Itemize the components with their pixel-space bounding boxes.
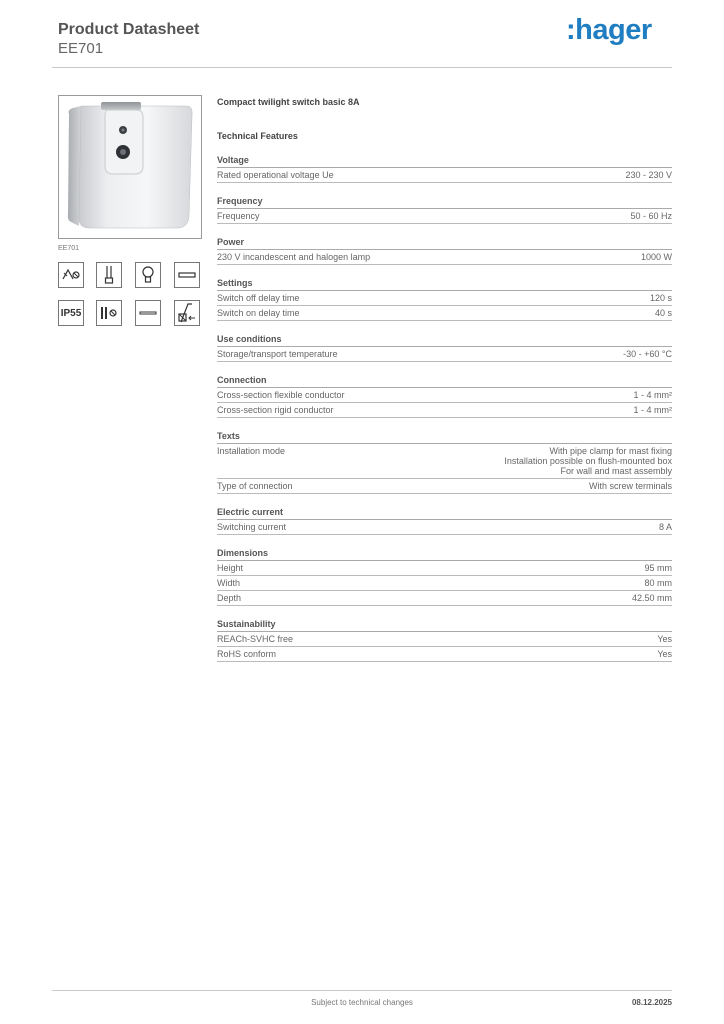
spec-section — [217, 196, 672, 224]
section-title: Settings — [217, 278, 672, 291]
product-image — [58, 95, 202, 239]
spec-row — [217, 444, 672, 479]
spec-label: Height — [217, 563, 244, 573]
spec-label: Frequency — [217, 211, 260, 221]
spec-label: Storage/transport temperature — [217, 349, 338, 359]
spec-label: Width — [217, 578, 241, 588]
spec-value: 50 - 60 Hz — [630, 211, 672, 221]
fluorescent-lamp-icon — [96, 262, 122, 288]
spec-value: 8 A — [658, 522, 672, 532]
spec-row — [217, 561, 672, 576]
spec-value: -30 - +60 °C — [623, 349, 672, 359]
spec-label: 230 V incandescent and halogen lamp — [217, 252, 371, 262]
features-heading: Technical Features — [217, 131, 298, 141]
spec-row — [217, 209, 672, 224]
section-title: Texts — [217, 431, 672, 444]
spec-section — [217, 375, 672, 418]
spec-row — [217, 403, 672, 418]
spec-value-line: With pipe clamp for mast fixing — [549, 446, 672, 456]
product-title: Compact twilight switch basic 8A — [217, 97, 360, 107]
footer-note: Subject to technical changes — [311, 998, 413, 1007]
section-title: Sustainability — [217, 619, 672, 632]
spec-section — [217, 548, 672, 606]
spec-value: Yes — [657, 634, 672, 644]
spec-label: Depth — [217, 593, 242, 603]
spec-section — [217, 334, 672, 362]
spec-value: 1000 W — [640, 252, 672, 262]
halogen-tube-icon — [174, 262, 200, 288]
spec-value: Yes — [657, 649, 672, 659]
ip-rating-text: IP55 — [60, 307, 82, 319]
spec-label: Cross-section flexible conductor — [217, 390, 345, 400]
specification-content — [217, 96, 672, 662]
spec-row — [217, 250, 672, 265]
footer-divider — [52, 990, 672, 991]
spec-value-line: Installation possible on flush-mounted box — [504, 456, 672, 466]
light-sensor-icon — [58, 262, 84, 288]
spec-row — [217, 632, 672, 647]
spec-row — [217, 168, 672, 183]
spec-label: Installation mode — [217, 446, 286, 456]
icon-grid — [58, 262, 200, 328]
spec-label: Switching current — [217, 522, 287, 532]
spec-row — [217, 347, 672, 362]
spec-section — [217, 278, 672, 321]
spec-value: 1 - 4 mm² — [633, 405, 672, 415]
page-title: Product Datasheet — [58, 21, 200, 38]
section-title: Voltage — [217, 155, 672, 168]
spec-value: 80 mm — [644, 578, 672, 588]
spec-label: RoHS conform — [217, 649, 277, 659]
spec-section — [217, 237, 672, 265]
ip-rating-badge — [58, 300, 84, 326]
incandescent-bulb-icon — [135, 262, 161, 288]
section-title: Connection — [217, 375, 672, 388]
spec-section — [217, 155, 672, 183]
spec-value: 230 - 230 V — [625, 170, 672, 180]
spec-sections — [217, 155, 672, 662]
spec-value-line: For wall and mast assembly — [560, 466, 672, 476]
spec-row — [217, 291, 672, 306]
image-caption: EE701 — [58, 245, 80, 252]
spec-row — [217, 576, 672, 591]
section-title: Use conditions — [217, 334, 672, 347]
spec-value — [504, 446, 672, 476]
spec-row — [217, 388, 672, 403]
header-divider — [52, 67, 672, 68]
spec-section — [217, 619, 672, 662]
spec-row — [217, 479, 672, 494]
spec-label: Type of connection — [217, 481, 293, 491]
product-code: EE701 — [58, 40, 104, 57]
spec-value: 120 s — [649, 293, 672, 303]
spec-label: Switch on delay time — [217, 308, 300, 318]
switch-module-icon — [96, 300, 122, 326]
spec-row — [217, 306, 672, 321]
spec-row — [217, 647, 672, 662]
spec-label: Switch off delay time — [217, 293, 300, 303]
spec-value: 40 s — [654, 308, 672, 318]
spec-label: Cross-section rigid conductor — [217, 405, 334, 415]
spec-value: With screw terminals — [588, 481, 672, 491]
spec-row — [217, 520, 672, 535]
spec-section — [217, 507, 672, 535]
installation-angle-icon — [174, 300, 200, 326]
spec-value: 95 mm — [644, 563, 672, 573]
spec-value: 42.50 mm — [631, 593, 672, 603]
section-title: Frequency — [217, 196, 672, 209]
footer-date: 08.12.2025 — [631, 998, 672, 1007]
spec-section — [217, 431, 672, 494]
section-title: Dimensions — [217, 548, 672, 561]
spec-label: REACh-SVHC free — [217, 634, 294, 644]
brand-logo: :hager — [566, 14, 652, 46]
section-title: Electric current — [217, 507, 672, 520]
spec-value: 1 - 4 mm² — [633, 390, 672, 400]
section-title: Power — [217, 237, 672, 250]
twilight-switch-photo — [59, 96, 201, 238]
spec-label: Rated operational voltage Ue — [217, 170, 334, 180]
spec-row — [217, 591, 672, 606]
line-tube-icon — [135, 300, 161, 326]
